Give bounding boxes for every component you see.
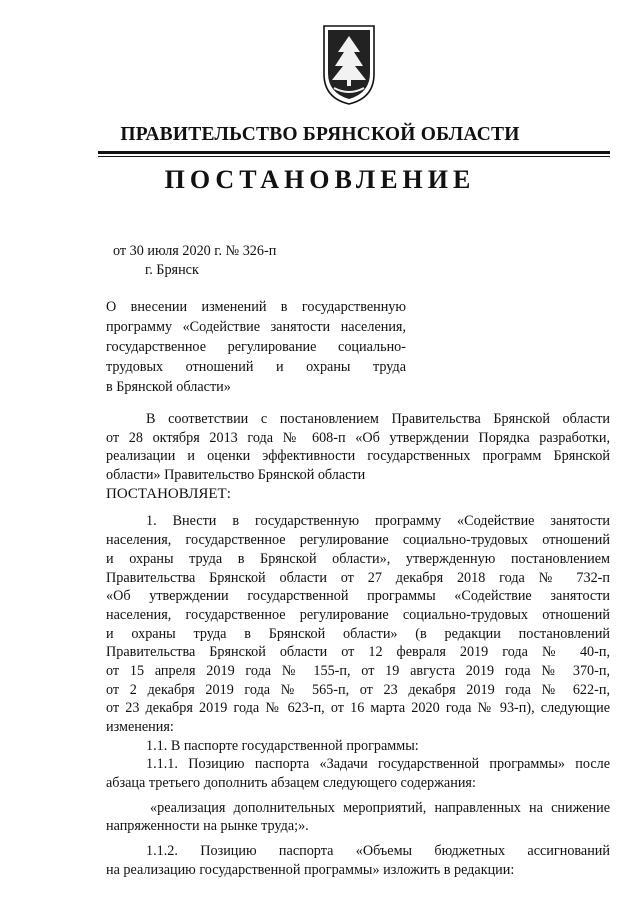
header-rule-thick (98, 151, 610, 154)
quote-line: напряженности на рынке труда;». (106, 818, 309, 835)
item1-line: от 23 декабря 2019 года № 623-п, от 16 марта 2020 года № 93-п), следующие (106, 700, 610, 717)
item1-1-2-line: на реализацию государственной программы» изложить в редакции: (106, 861, 515, 878)
subject-line: программу «Содействие занятости населения, (106, 319, 406, 335)
subject-line: в Брянской области» (106, 379, 231, 395)
item1-1-line: 1.1. В паспорте государственной программы: (146, 737, 419, 754)
item1-line: от 2 декабря 2019 года № 565-п, от 23 декабря 2019 года № 622-п, (106, 681, 610, 698)
resolves-heading: ПОСТАНОВЛЯЕТ: (106, 485, 231, 502)
subject-line: О внесении изменений в государственную (106, 299, 406, 315)
item1-line: от 15 апреля 2019 года № 155-п, от 19 августа 2019 года № 370-п, (106, 662, 610, 679)
item1-line: Правительства Брянской области от 12 февраля 2019 года № 40-п, (106, 644, 610, 661)
coat-of-arms-icon (318, 22, 380, 106)
subject-block (106, 297, 406, 397)
item1-line: Правительства Брянской области от 27 декабря 2018 года № 732-п (106, 569, 610, 586)
quote-line: «реализация дополнительных мероприятий, направленных на снижение (150, 799, 610, 816)
subject-line: трудовых отношений и охраны труда (106, 359, 406, 375)
item1-line: 1. Внести в государственную программу «Содействие занятости (146, 513, 610, 530)
item1-line: населения, государственное регулирование социально-трудовых отношений (106, 606, 610, 623)
item1-1-1-line: 1.1.1. Позицию паспорта «Задачи государственной программы» после (146, 756, 610, 773)
item1-1-2-line: 1.1.2. Позицию паспорта «Объемы бюджетных ассигнований (146, 843, 610, 860)
preamble-line: области» Правительство Брянской области (106, 467, 366, 484)
document-body (106, 410, 610, 880)
date-number: от 30 июля 2020 г. № 326-п (113, 243, 277, 259)
document-type-title: ПОСТАНОВЛЕНИЕ (164, 165, 476, 194)
subject-line: государственное регулирование социально- (106, 339, 406, 355)
item1-line: «Об утверждении государственной программы «Содействие занятости (106, 588, 610, 605)
organization-title: ПРАВИТЕЛЬСТВО БРЯНСКОЙ ОБЛАСТИ (120, 124, 520, 145)
preamble-line: от 28 октября 2013 года № 608-п «Об утверждении Порядка разработки, (106, 429, 610, 446)
header-rule-thin (98, 156, 610, 157)
item1-1-1-line: абзаца третьего дополнить абзацем следующего содержания: (106, 775, 476, 792)
item1-line: и охраны труда в Брянской области» (в редакции постановлений (106, 625, 610, 642)
item1-line: населения, государственное регулирование социально-трудовых отношений (106, 532, 610, 549)
city: г. Брянск (145, 262, 199, 278)
preamble-line: реализации и оценки эффективности государственных программ Брянской (106, 448, 610, 465)
preamble-line: В соответствии с постановлением Правительства Брянской области (146, 411, 610, 427)
item1-line: и охраны труда в Брянской области», утвержденную постановлением (106, 550, 610, 567)
item1-line: изменения: (106, 719, 174, 735)
